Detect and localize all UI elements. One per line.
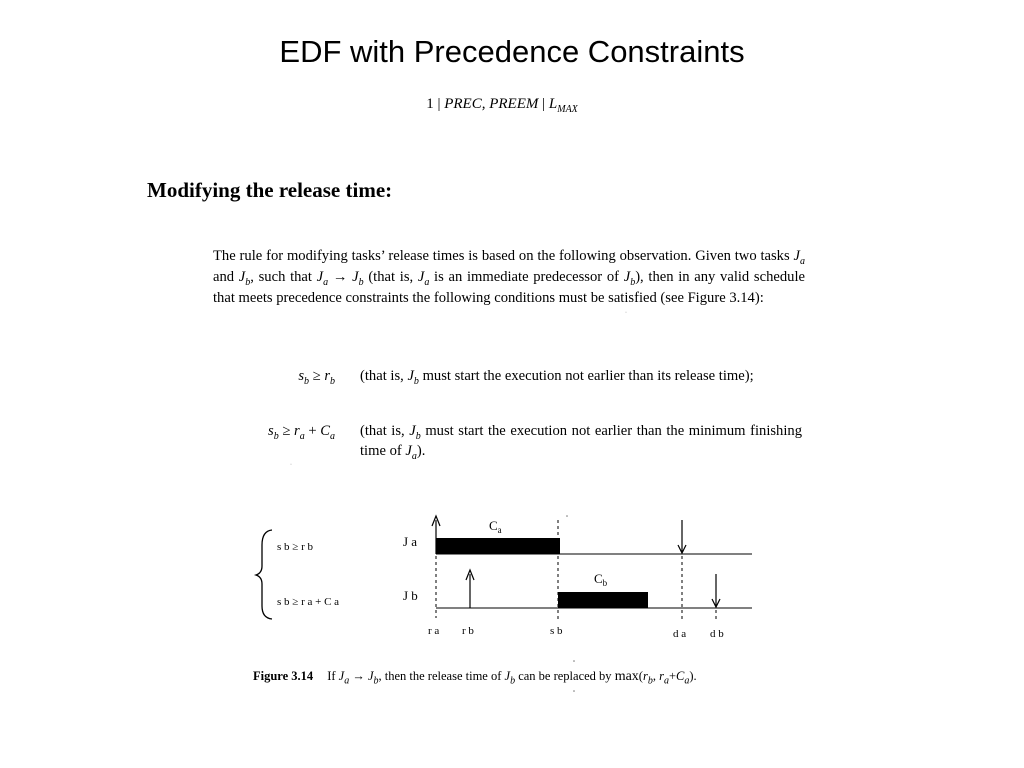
task-b-execution-bar [558, 592, 648, 608]
condition-1-formula: $s_b \ge r_b$ [298, 368, 335, 387]
axis-label-da: d a [673, 628, 687, 640]
figure-caption: Figure 3.14 If $J_a \to J_b$, then the release time of $J_b$ can be replaced by $\max(r_b$, $r_a+C_a$). [253, 669, 697, 687]
axis-label-db: d b [710, 628, 724, 640]
condition-2-explanation: (that is, $J_b$ must start the execution not earlier than the minimum finishing time of $J_a$). [360, 423, 802, 462]
slide-title: EDF with Precedence Constraints [279, 34, 745, 69]
axis-label-ra: r a [428, 625, 440, 637]
axis-label-sb: s b [550, 625, 563, 637]
task-a-label: J a [403, 534, 418, 549]
problem-notation: 1 | PREC, PREEM | $L_{MAX}$ [426, 96, 578, 115]
axis-label-rb: r b [462, 625, 474, 637]
section-subheading: Modifying the release time: [147, 178, 393, 202]
ca-label: $C_a$ [489, 518, 502, 535]
scan-speck: · [290, 462, 292, 468]
observation-paragraph: The rule for modifying tasks’ release times is based on the following observation. Given two tasks $J_a$ and $J_b$, such that $J_a \to J_b$ (that is, $J_a$ is an immediate predecessor of $J_b$), then in any valid schedule that meets precedence constraints the following conditions must be satisfied (see Figure 3.14): [213, 248, 805, 306]
brace [256, 530, 272, 619]
cb-label: $C_b$ [594, 571, 608, 588]
task-a-execution-bar [436, 538, 560, 554]
condition-1-explanation: (that is, $J_b$ must start the execution not earlier than its release time); [360, 368, 754, 387]
brace-condition-2: s b ≥ r a + C a [277, 596, 340, 608]
task-b-label: J b [403, 588, 418, 603]
condition-2-formula: $s_b \ge r_a + C_a$ [268, 423, 335, 442]
scan-speck: · [625, 310, 627, 316]
brace-condition-1: s b ≥ r b [277, 541, 313, 553]
